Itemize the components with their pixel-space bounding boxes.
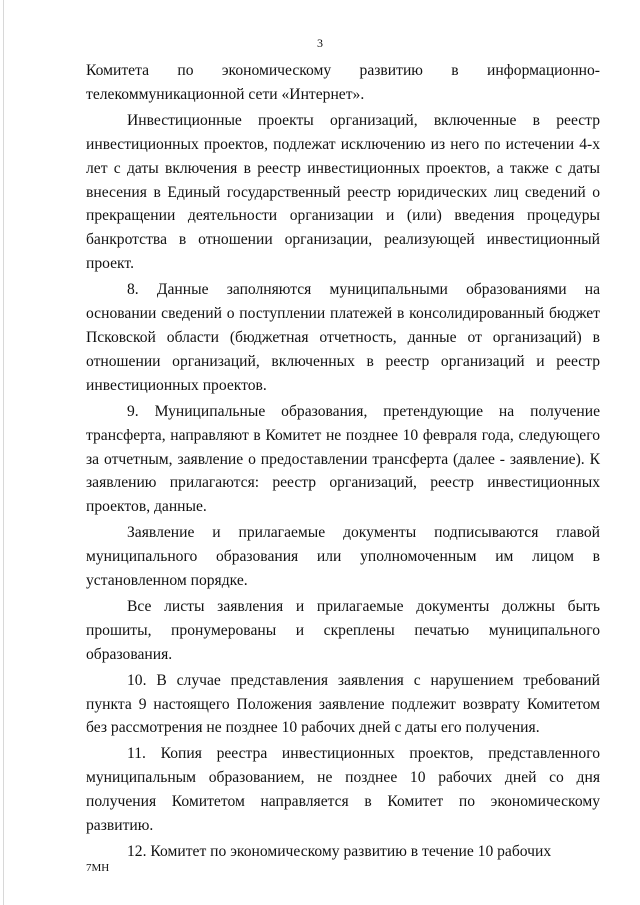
footer-code: 7МН	[86, 862, 110, 874]
paragraph-item-11: 11. Копия реестра инвестиционных проектов, представленного муниципальным образованием, не позднее 10 рабочих дней со дня получения Комитетом направляется в Комитет по экономическому развитию.	[86, 745, 600, 835]
document-body	[86, 59, 600, 864]
paragraph-item-10: 10. В случае представления заявления с нарушением требований пункта 9 настоящего Положения заявление подлежит возврату Комитетом без рассмотрения не позднее 10 рабочих дней с даты его получения.	[86, 671, 600, 737]
paragraph-investment-projects: Инвестиционные проекты организаций, включенные в реестр инвестиционных проектов, подлежат исключению из него по истечении 4-х лет с даты включения в реестр инвестиционных проектов, а также с даты внесения в Единый государственный реестр юридических лиц сведений о прекращении деятельности организации и (или) введения процедуры банкротства в отношении организации, реализующей инвестиционный проект.	[86, 111, 600, 273]
paragraph-item-8: 8. Данные заполняются муниципальными образованиями на основании сведений о поступлении платежей в консолидированный бюджет Псковской области (бюджетная отчетность, данные от организаций) в отношении организаций, включенных в реестр организаций и реестр инвестиционных проектов.	[86, 281, 600, 394]
paragraph-item-9: 9. Муниципальные образования, претендующие на получение трансферта, направляют в Комитет не позднее 10 февраля года, следующего за отчетным, заявление о предоставлении трансферта (далее - заявление). К заявлению прилагаются: реестр организаций, реестр инвестиционных проектов, данные.	[86, 402, 600, 516]
page-number: 3	[317, 36, 323, 50]
paragraph-signatures: Заявление и прилагаемые документы подписываются главой муниципального образования или уполномоченным им лицом в установленном порядке.	[86, 524, 600, 590]
paragraph-binding: Все листы заявления и прилагаемые документы должны быть прошиты, пронумерованы и скреплены печатью муниципального образования.	[86, 597, 600, 663]
paragraph-item-12: 12. Комитет по экономическому развитию в течение 10 рабочих	[127, 843, 552, 860]
page-left-edge	[3, 0, 4, 905]
paragraph-continuation: Комитета по экономическому развитию в информационно-телекоммуникационной сети «Интернет».	[86, 62, 600, 103]
